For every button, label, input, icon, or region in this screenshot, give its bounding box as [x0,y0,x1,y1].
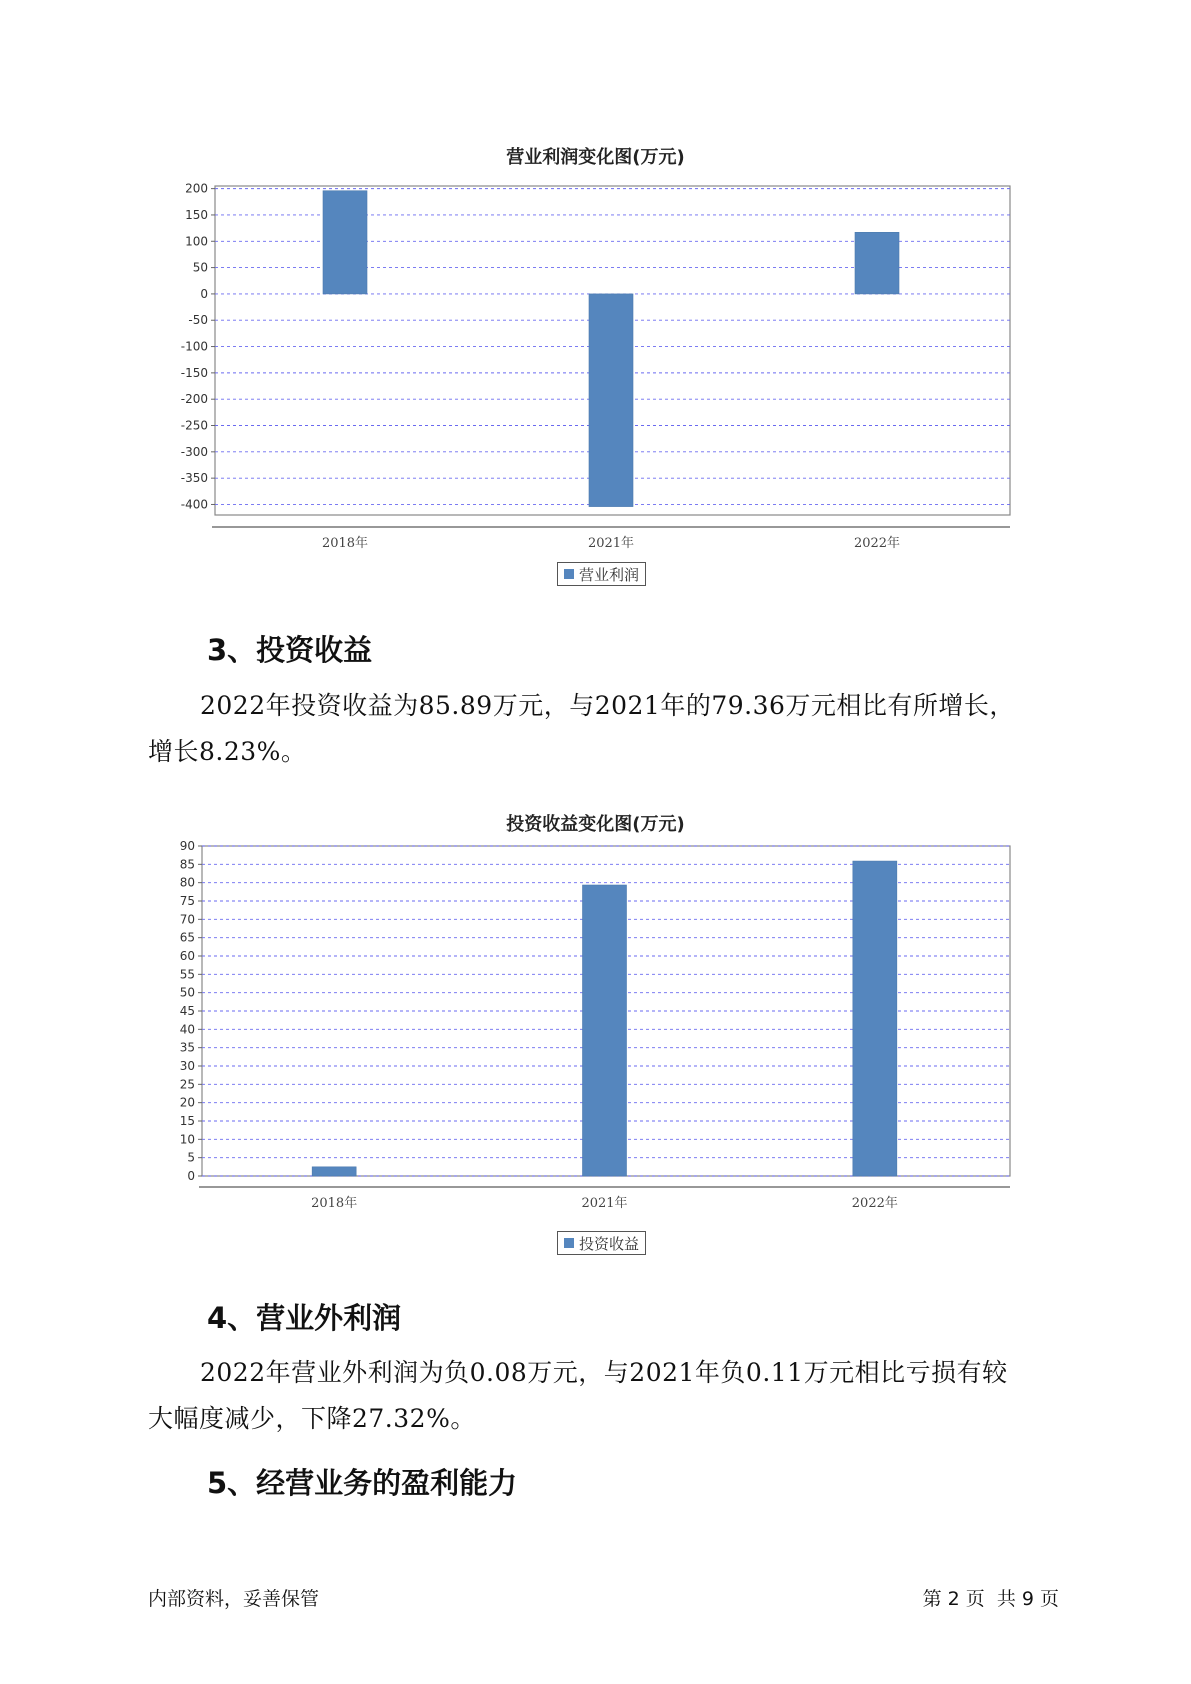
y-tick-label: 30 [179,1059,195,1073]
y-tick-label: 5 [187,1150,195,1165]
y-tick-label: 25 [179,1077,195,1092]
y-tick-label: 45 [179,1004,195,1018]
chart1-legend-label: 营业利润 [579,565,640,584]
y-tick-label: 80 [179,875,195,890]
x-tick-label: 2018年 [311,1196,358,1211]
y-tick-label: -100 [180,339,208,354]
y-tick-label: 0 [200,286,208,301]
y-tick-label: 50 [179,985,195,1000]
section4-line2: 大幅度减少，下降27.32%。 [148,1404,476,1433]
footer-page-number: 第 2 页 共 9 页 [922,1588,1059,1610]
y-tick-label: -200 [180,392,208,407]
y-tick-label: 85 [179,857,195,872]
y-tick-label: 70 [179,912,195,927]
x-tick-label: 2018年 [321,536,369,551]
y-tick-label: -150 [180,365,208,380]
y-tick-label: -350 [180,471,208,486]
y-tick-label: -250 [180,418,208,433]
y-tick-label: 55 [179,967,195,982]
legend-swatch-icon [564,1238,574,1248]
bar-2022年 [853,861,897,1176]
section4-line1: 2022年营业外利润为负0.08万元，与2021年负0.11万元相比亏损有较 [200,1358,1008,1387]
y-tick-label: 20 [179,1095,195,1110]
y-tick-label: 90 [179,839,195,853]
y-tick-label: 35 [179,1040,195,1055]
chart2-legend-label: 投资收益 [579,1234,640,1253]
bar-2021年 [583,885,627,1176]
y-tick-label: -300 [180,444,208,459]
section3-line1: 2022年投资收益为85.89万元，与2021年的79.36万元相比有所增长， [200,691,1015,720]
y-tick-label: 40 [179,1022,195,1037]
y-tick-label: -50 [188,313,208,328]
x-tick-label: 2021年 [587,536,635,551]
section3-line2: 增长8.23%。 [148,737,307,766]
x-tick-label: 2022年 [851,1196,898,1211]
section3-heading: 3、投资收益 [207,633,373,667]
y-tick-label: 10 [179,1132,195,1147]
section5-heading: 5、经营业务的盈利能力 [207,1466,518,1500]
chart2-title: 投资收益变化图(万元) [506,814,685,835]
y-tick-label: 100 [185,234,208,249]
y-tick-label: 15 [179,1114,195,1128]
x-tick-label: 2021年 [581,1196,628,1211]
chart1-title: 营业利润变化图(万元) [506,147,685,168]
y-tick-label: 65 [179,930,195,945]
chart2-legend [557,1231,646,1255]
y-tick-label: -400 [180,497,208,512]
section4-paragraph [148,1350,1048,1442]
x-tick-label: 2022年 [853,536,901,551]
y-tick-label: 0 [187,1169,195,1183]
y-tick-label: 200 [185,181,208,196]
bar-2018年 [312,1167,356,1176]
section4-heading: 4、营业外利润 [207,1301,402,1335]
footer-confidential-note: 内部资料，妥善保管 [148,1588,320,1610]
y-tick-label: 60 [179,949,195,963]
y-tick-label: 75 [179,894,195,908]
y-tick-label: 50 [192,260,208,275]
y-tick-label: 150 [185,207,208,222]
